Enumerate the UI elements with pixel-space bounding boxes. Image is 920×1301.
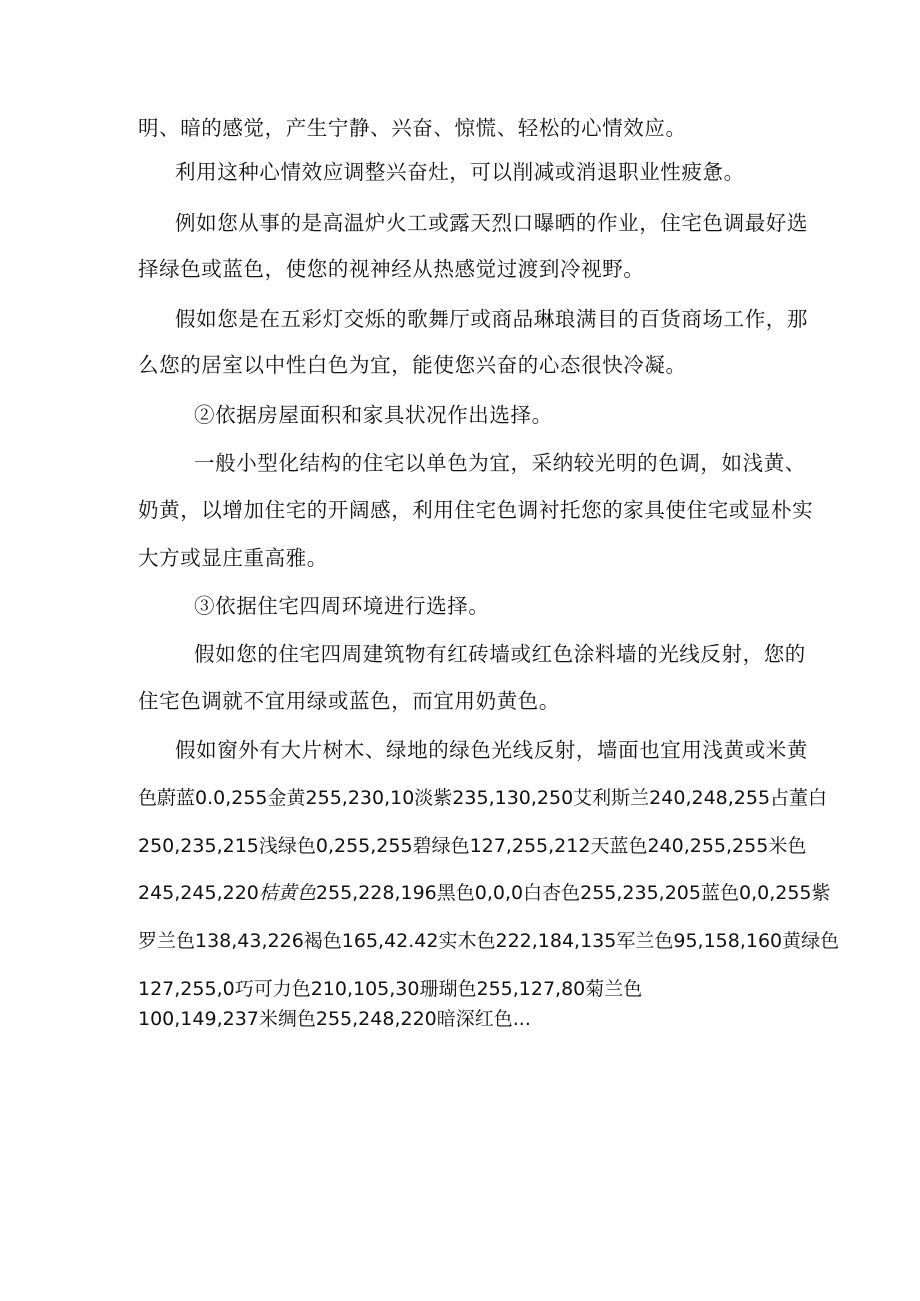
color-list-line: 罗兰色138,43,226褐色165,42.42实木色222,184,135军兰色95,158,160黄绿色 [138, 930, 840, 952]
paragraph-line: 利用这种心情效应调整兴奋灶，可以削减或消退职业性疲惫。 [175, 160, 745, 184]
color-list-line: 100,149,237米绸色255,248,220暗深红色... [138, 1008, 531, 1030]
color-value: 245,245,220 [138, 882, 259, 904]
color-list-line: 250,235,215浅绿色0,255,255碧绿色127,255,212天蓝色240,255,255米色 [138, 835, 807, 857]
paragraph-line: 住宅色调就不宜用绿或蓝色，而宜用奶黄色。 [138, 689, 560, 713]
paragraph-line: 明、暗的感觉，产生宁静、兴奋、惊慌、轻松的心情效应。 [138, 116, 687, 140]
color-list-line [138, 880, 831, 906]
paragraph-line: 例如您从事的是高温炉火工或露天烈口曝晒的作业，住宅色调最好选 [175, 211, 808, 235]
paragraph-line: 假如您的住宅四周建筑物有红砖墙或红色涂料墙的光线反射，您的 [194, 642, 806, 666]
paragraph-line: 大方或显庄重高雅。 [138, 546, 328, 570]
paragraph-line: 假如您是在五彩灯交烁的歌舞厅或商品琳琅满目的百货商场工作，那 [175, 307, 808, 331]
paragraph-line: 奶黄，以增加住宅的开阔感，利用住宅色调衬托您的家具使住宅或显朴实 [138, 498, 814, 522]
section-heading: ③依据住宅四周环境进行选择。 [194, 594, 490, 618]
color-list-line: 127,255,0巧可力色210,105,30珊瑚色255,127,80菊兰色 [138, 978, 643, 1000]
color-name-italic: 桔黄色 [258, 882, 316, 904]
paragraph-line: 择绿色或蓝色，使您的视神经从热感觉过渡到冷视野。 [138, 257, 645, 281]
paragraph-line: 么您的居室以中性白色为宜，能使您兴奋的心态很快冷凝。 [138, 353, 687, 377]
paragraph-line: 一般小型化结构的住宅以单色为宜，采纳较光明的色调，如浅黄、 [194, 451, 806, 475]
color-value: 255,228,196黑色0,0,0白杏色255,235,205蓝色0,0,255紫 [315, 882, 831, 904]
color-list-line: 色蔚蓝0.0,255金黄255,230,10淡紫235,130,250艾利斯兰240,248,255占董白 [138, 787, 828, 809]
paragraph-line: 假如窗外有大片树木、绿地的绿色光线反射，墙面也宜用浅黄或米黄 [175, 738, 808, 762]
section-heading: ②依据房屋面积和家具状况作出选择。 [194, 403, 553, 427]
